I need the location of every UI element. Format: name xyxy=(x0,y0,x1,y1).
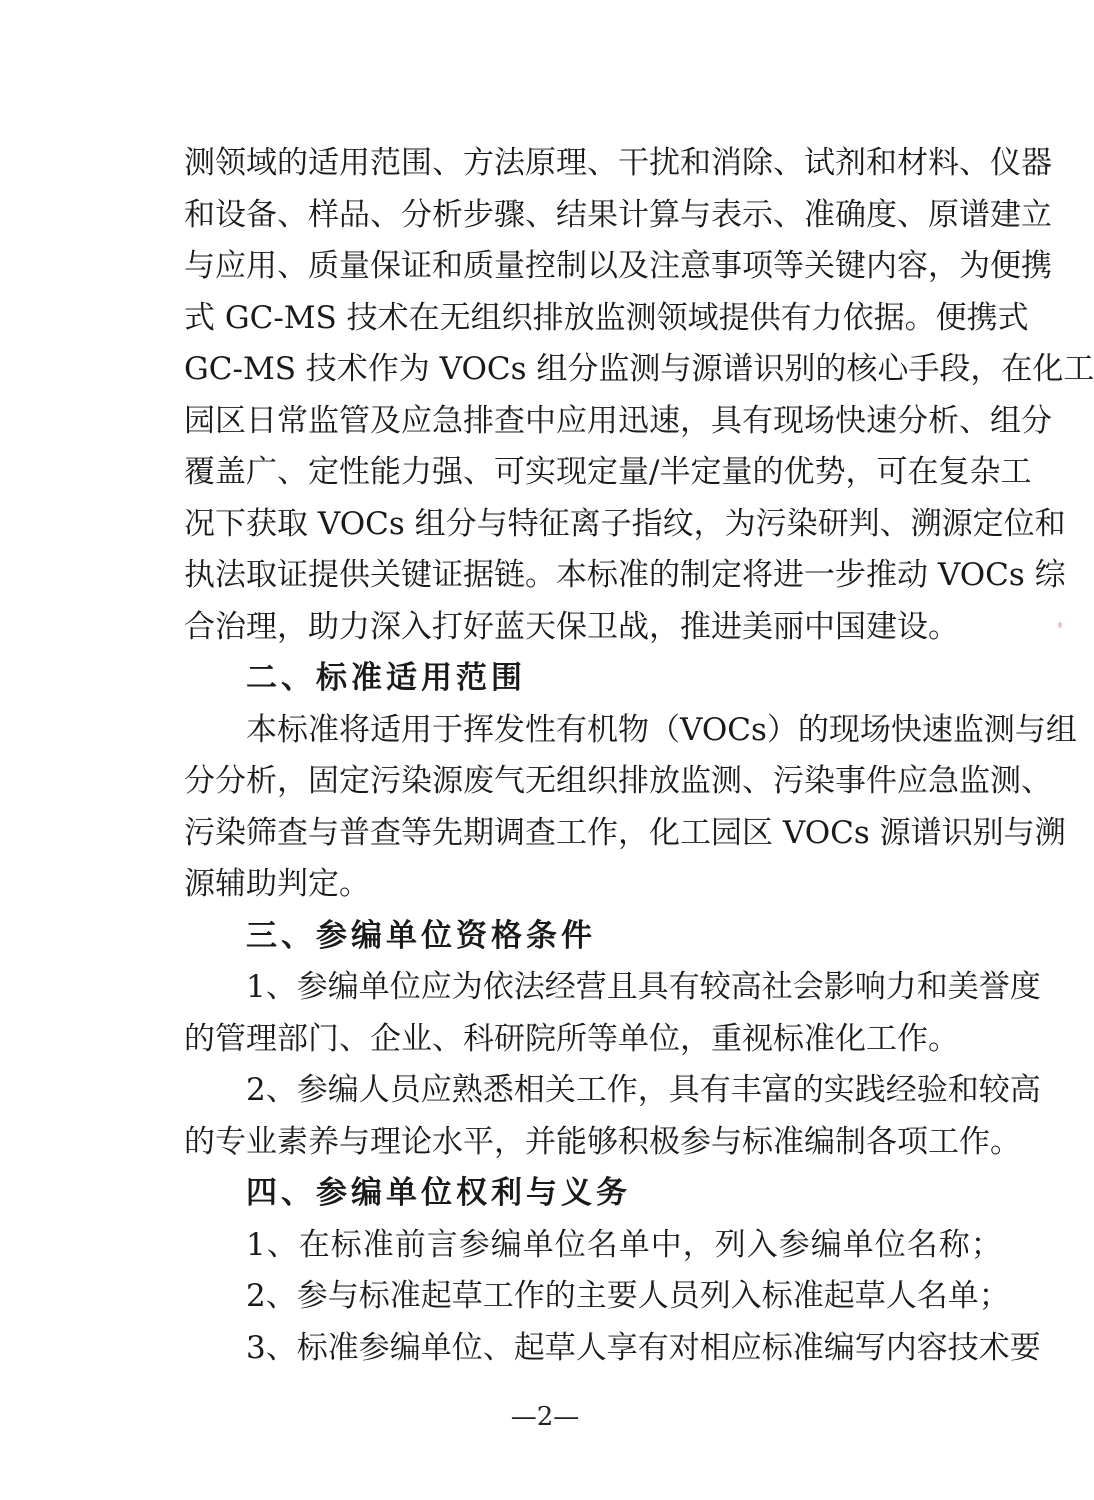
text-line: 覆盖广、定性能力强、可实现定量/半定量的优势，可在复杂工 xyxy=(184,454,1032,490)
text-line: 执法取证提供关键证据链。本标准的制定将进一步推动 VOCs 综 xyxy=(184,557,1066,593)
text-line: 合治理，助力深入打好蓝天保卫战，推进美丽中国建设。 xyxy=(184,608,959,645)
text-line: 1、参编单位应为依法经营且具有较高社会影响力和美誉度 xyxy=(246,969,1041,1005)
text-line: 的管理部门、企业、科研院所等单位，重视标准化工作。 xyxy=(184,1020,959,1057)
text-line: 污染筛查与普查等先期调查工作，化工园区 VOCs 源谱识别与溯 xyxy=(184,814,1066,851)
page-number: —2— xyxy=(510,1402,580,1432)
text-line: 的专业素养与理论水平，并能够积极参与标准编制各项工作。 xyxy=(184,1123,1021,1160)
text-line: 和设备、样品、分析步骤、结果计算与表示、准确度、原谱建立 xyxy=(184,196,1052,233)
paper-mark xyxy=(1058,622,1062,628)
list-item: 1、在标准前言参编单位名单中，列入参编单位名称； xyxy=(246,1226,1003,1263)
text-line: 分分析，固定污染源废气无组织排放监测、污染事件应急监测、 xyxy=(184,763,1052,799)
text-line: 园区日常监管及应急排查中应用迅速，具有现场快速分析、组分 xyxy=(184,402,1052,439)
list-item: 3、标准参编单位、起草人享有对相应标准编写内容技术要 xyxy=(246,1329,1041,1366)
section-heading-qualifications: 三、参编单位资格条件 xyxy=(246,917,596,954)
text-line: GC-MS 技术作为 VOCs 组分监测与源谱识别的核心手段，在化工 xyxy=(184,351,1094,387)
section-heading-scope: 二、标准适用范围 xyxy=(246,660,526,696)
text-line: 源辅助判定。 xyxy=(184,866,370,902)
text-line: 与应用、质量保证和质量控制以及注意事项等关键内容，为便携 xyxy=(184,248,1052,284)
document-body xyxy=(184,138,1094,1374)
text-line: 况下获取 VOCs 组分与特征离子指纹，为污染研判、溯源定位和 xyxy=(184,505,1066,542)
text-line: 式 GC-MS 技术在无组织排放监测领域提供有力依据。便携式 xyxy=(184,299,1029,336)
section-heading-rights-obligations: 四、参编单位权利与义务 xyxy=(246,1175,631,1211)
list-item: 2、参与标准起草工作的主要人员列入标准起草人名单； xyxy=(246,1278,1010,1314)
text-line: 本标准将适用于挥发性有机物（VOCs）的现场快速监测与组 xyxy=(246,711,1077,748)
text-line: 测领域的适用范围、方法原理、干扰和消除、试剂和材料、仪器 xyxy=(184,145,1052,181)
text-line: 2、参编人员应熟悉相关工作，具有丰富的实践经验和较高 xyxy=(246,1072,1041,1108)
